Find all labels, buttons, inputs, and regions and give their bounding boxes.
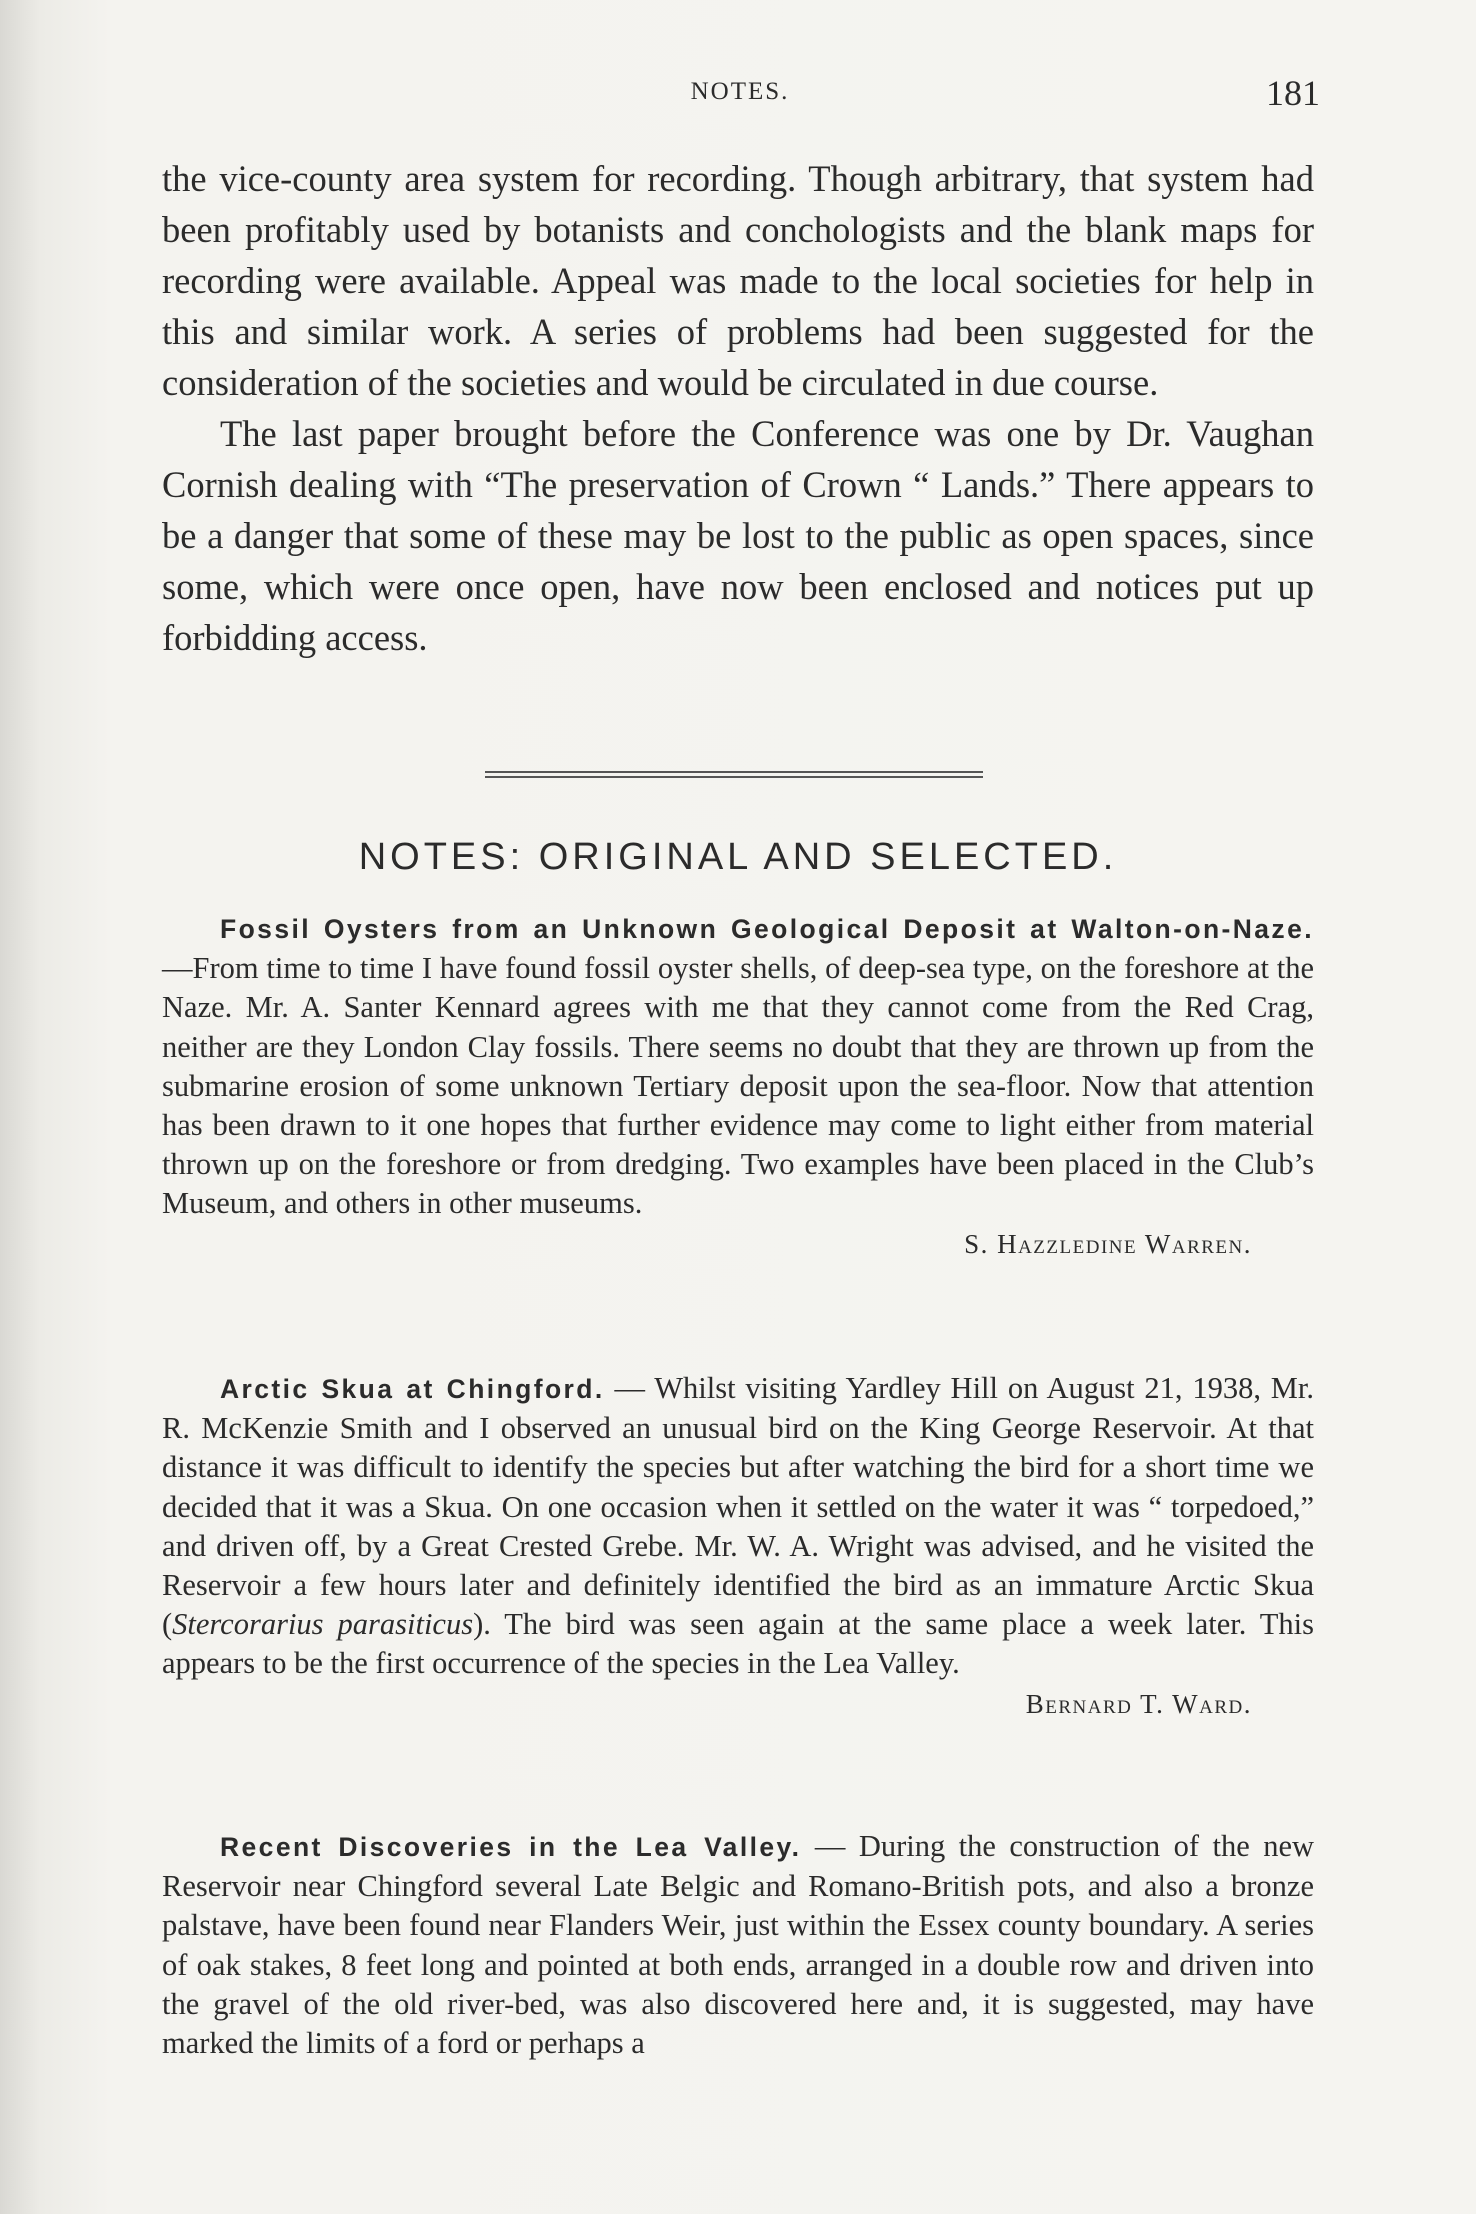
- note-body: — During the construction of the new Reservoir near Chingford several Late Belgic and Romano-British pots, and also a bronze palstave, have been found near Flanders Weir, just within the Essex county boundary. A series of oak stakes, 8 feet long and pointed at both ends, arranged in a double row and driven into the gravel of the old river-bed, was also discovered here and, it is suggested, may have marked the limits of a ford or perhaps a: [162, 1829, 1315, 2061]
- note-body: ). The bird was seen again at the same place a week later. This appears to be the first occurrence of the species in the Lea Valley.: [162, 1607, 1314, 1681]
- note-title: Recent Discoveries in the Lea Valley.: [220, 1832, 802, 1862]
- note-body: — Whilst visiting Yardley Hill on August 21, 1938, Mr. R. McKenzie Smith and I observed an unusual bird on the King George Reservoir. At that distance it was difficult to identify the species but after watching the bird for a short time we decided that it was a Skua. On one occasion when it settled on the water it was “ torpedoed,” and driven off, by a Great Crested Grebe. Mr. W. A. Wright was advised, and he visited the Reservoir a few hours later and definitely identified the bird as an immature Arctic Skua (: [162, 1371, 1314, 1642]
- note-author: S. Hazzledine Warren.: [964, 1228, 1252, 1259]
- continuation-text: [162, 153, 1314, 663]
- note-author: Bernard T. Ward.: [1025, 1688, 1252, 1719]
- note-paragraph: [162, 1369, 1314, 1684]
- note-fossil-oysters: [162, 909, 1314, 1264]
- running-head: [160, 73, 1320, 118]
- section-heading: NOTES: ORIGINAL AND SELECTED.: [358, 836, 1118, 878]
- section-divider: [485, 771, 983, 778]
- conference-paragraph: The last paper brought before the Conference was one by Dr. Vaughan Cornish dealing with “The preservation of Crown “ Lands.” There appears to be a danger that some of these may be lost to the public as open spaces, since some, which were once open, have now been enclosed and notices put up forbidding access.: [162, 413, 1314, 658]
- running-title: NOTES.: [690, 78, 790, 105]
- note-body: —From time to time I have found fossil oyster shells, of deep-sea type, on the foreshore at the Naze. Mr. A. Santer Kennard agrees with me that they cannot come from the Red Crag, neither are they London Clay fossils. There seems no doubt that they are thrown up from the submarine erosion of some unknown Tertiary deposit upon the sea-floor. Now that attention has been drawn to it one hopes that further evidence may come to light either from material thrown up on the foreshore or from dredging. Two examples have been placed in the Club’s Museum, and others in other museums.: [162, 951, 1314, 1221]
- note-lea-valley: [162, 1827, 1314, 2063]
- note-arctic-skua: [162, 1369, 1314, 1724]
- note-paragraph: [162, 1827, 1314, 2063]
- note-title: Fossil Oysters from an Unknown Geological Deposit at Walton-on-Naze.: [220, 914, 1314, 944]
- continuation-paragraph: the vice-county area system for recording. Though arbitrary, that system had been profitably used by botanists and conchologists and the blank maps for recording were available. Appeal was made to the local societies for help in this and similar work. A series of problems had been suggested for the consideration of the societies and would be circulated in due course.: [162, 158, 1314, 403]
- page-number: 181: [1266, 73, 1320, 113]
- note-title: Arctic Skua at Chingford.: [220, 1374, 605, 1404]
- note-paragraph: [162, 909, 1314, 1224]
- species-name: Stercorarius parasiticus: [172, 1607, 474, 1642]
